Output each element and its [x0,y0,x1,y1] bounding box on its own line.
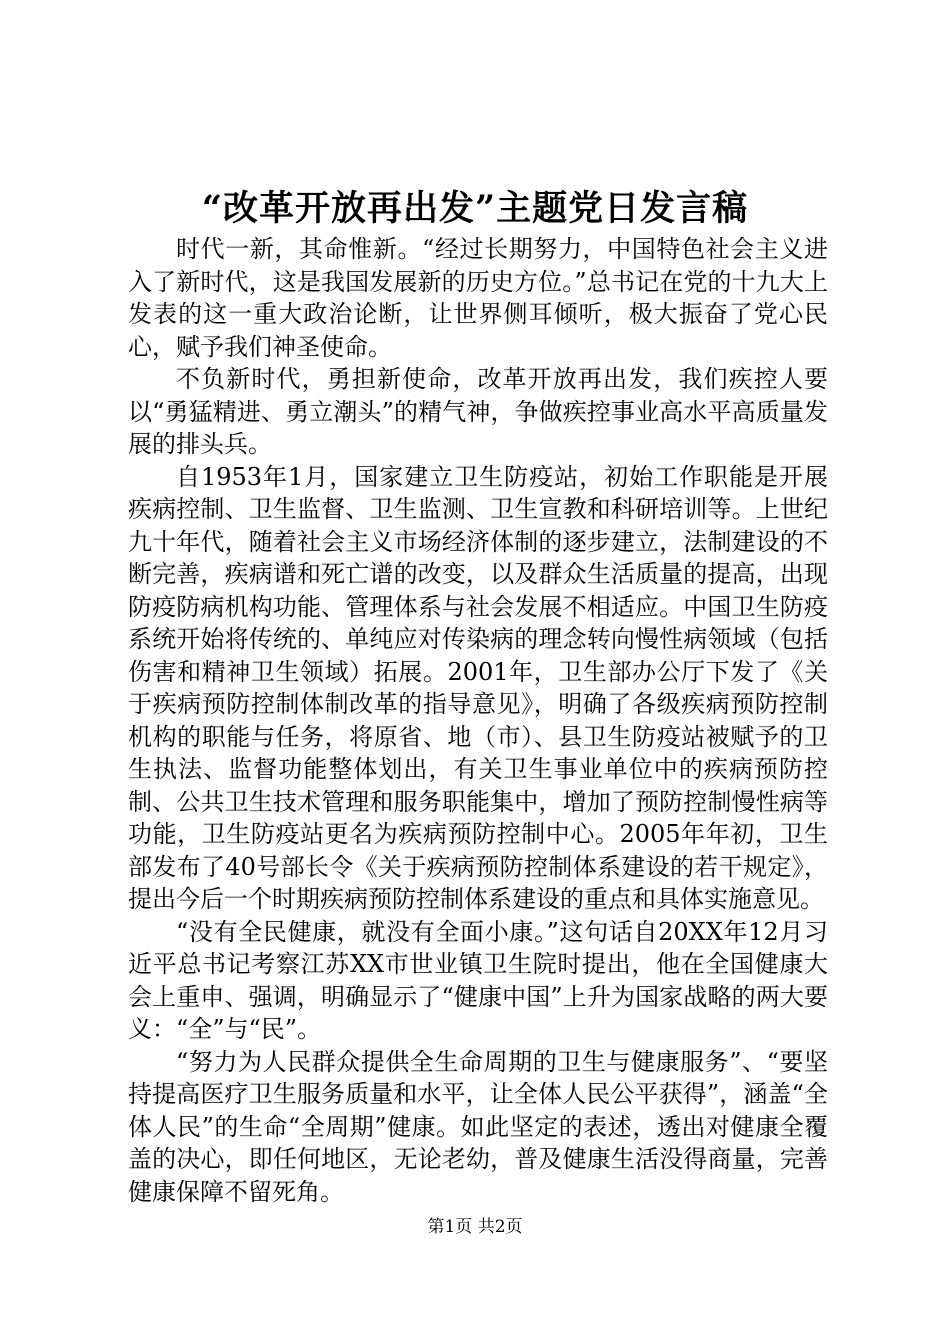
paragraph: 不负新时代，勇担新使命，改革开放再出发，我们疾控人要以“勇猛精进、勇立潮头”的精气神，争做疾控事业高水平高质量发展的排头兵。 [128,365,828,458]
document-body [128,233,828,1208]
paragraph: 时代一新，其命惟新。“经过长期努力，中国特色社会主义进入了新时代，这是我国发展新的历史方位。”总书记在党的十九大上发表的这一重大政治论断，让世界侧耳倾听，极大振奋了党心民心，赋予我们神圣使命。 [128,235,828,361]
page-number-footer: 第1页 共2页 [427,1217,523,1237]
paragraph: “努力为人民群众提供全生命周期的卫生与健康服务”、“要坚持提高医疗卫生服务质量和水平，让全体人民公平获得”，涵盖“全体人民”的生命“全周期”健康。如此坚定的表述，透出对健康全覆盖的决心，即任何地区，无论老幼，普及健康生活没得商量，完善健康保障不留死角。 [128,1047,828,1206]
document-title: “改革开放再出发”主题党日发言稿 [201,188,749,229]
paragraph: “没有全民健康，就没有全面小康。”这句话自20XX年12月习近平总书记考察江苏XX市世业镇卫生院时提出，他在全国健康大会上重申、强调，明确显示了“健康中国”上升为国家战略的两大要义：“全”与“民”。 [128,917,828,1043]
paragraph: 自1953年1月，国家建立卫生防疫站，初始工作职能是开展疾病控制、卫生监督、卫生监测、卫生宣教和科研培训等。上世纪九十年代，随着社会主义市场经济体制的逐步建立，法制建设的不断完善，疾病谱和死亡谱的改变，以及群众生活质量的提高，出现防疫防病机构功能、管理体系与社会发展不相适应。中国卫生防疫系统开始将传统的、单纯应对传染病的理念转向慢性病领域（包括伤害和精神卫生领域）拓展。2001年，卫生部办公厅下发了《关于疾病预防控制体制改革的指导意见》，明确了各级疾病预防控制机构的职能与任务，将原省、地（市）、县卫生防疫站被赋予的卫生执法、监督功能整体划出，有关卫生事业单位中的疾病预防控制、公共卫生技术管理和服务职能集中，增加了预防控制慢性病等功能，卫生防疫站更名为疾病预防控制中心。2005年年初，卫生部发布了40号部长令《关于疾病预防控制体系建设的若干规定》，提出今后一个时期疾病预防控制体系建设的重点和具体实施意见。 [128,462,828,913]
